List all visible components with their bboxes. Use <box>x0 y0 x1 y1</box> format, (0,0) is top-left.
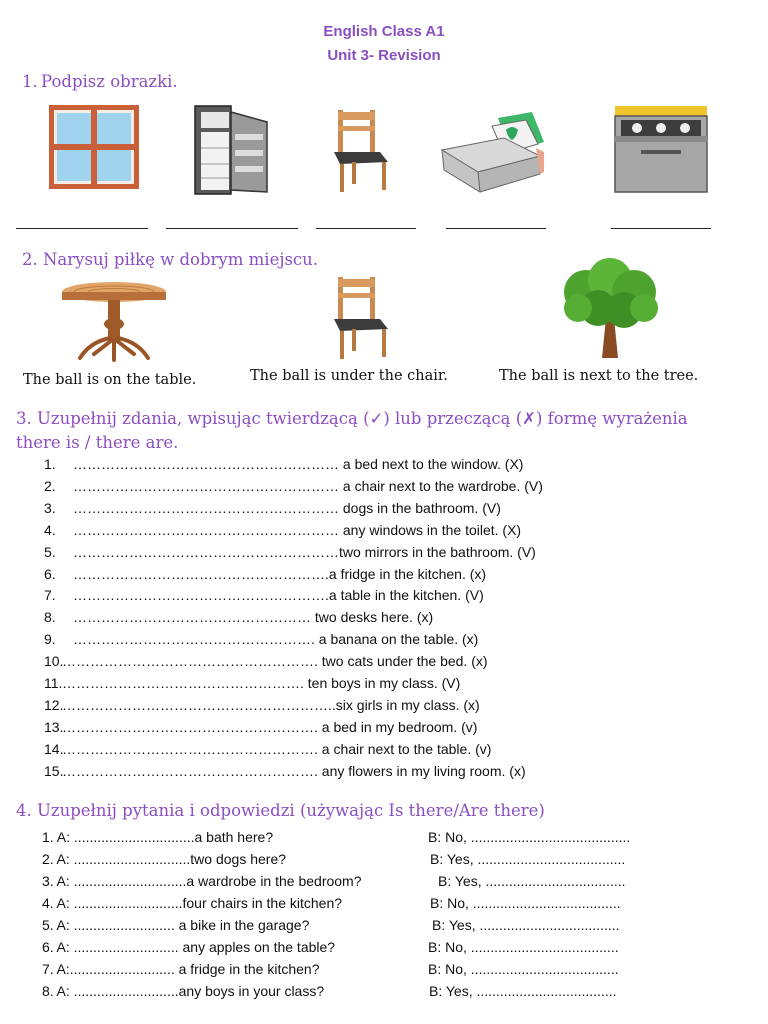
sentence-text <box>73 478 543 494</box>
sentence-blank[interactable]: ……………………………………………. <box>73 631 315 648</box>
answer-line-4[interactable] <box>446 228 546 229</box>
sentence-number: 10. <box>44 653 64 670</box>
answer-line[interactable]: B: Yes, .................................... <box>432 917 620 933</box>
answer-line[interactable]: B: Yes, ...................................... <box>430 851 626 867</box>
sentence-text <box>73 456 523 472</box>
answer-line[interactable]: B: No, ...................................... <box>428 961 619 977</box>
sentence-blank[interactable]: ………………………………………………. <box>62 653 318 670</box>
worksheet-title: English Class A1 <box>323 23 445 40</box>
answer-line[interactable]: B: No, ...................................... <box>430 895 621 911</box>
sentence-ending: two mirrors in the bathroom. (V) <box>339 543 536 560</box>
sentence-blank[interactable]: ………………………………………………. <box>62 740 318 757</box>
question-line[interactable]: 3. A: .............................a wardrobe in the bedroom? <box>42 873 362 889</box>
sentence-blank[interactable]: ………………………………………………. <box>62 718 318 735</box>
sentence-text <box>62 653 488 669</box>
question-line[interactable]: 7. A:........................... a fridge in the kitchen? <box>42 961 320 977</box>
sentence-ending: a banana on the table. (x) <box>314 631 479 648</box>
question-line[interactable]: 4. A: ............................four chairs in the kitchen? <box>42 895 343 911</box>
sentence-number: 9. <box>44 631 56 648</box>
answer-line-3[interactable] <box>316 228 416 229</box>
answer-line[interactable]: B: No, ...................................... <box>428 939 619 955</box>
sentence-blank[interactable]: ………………………………………………. <box>62 762 318 779</box>
sentence-ending: a chair next to the table. (v) <box>317 740 492 757</box>
section1-heading: 1. Podpisz obrazki. <box>22 72 178 91</box>
sentence-blank[interactable]: ………………………………………………… <box>73 543 339 560</box>
sentence-number: 3. <box>44 499 56 516</box>
sentence-ending: a chair next to the wardrobe. (V) <box>339 477 543 494</box>
answer-line[interactable]: B: Yes, .................................... <box>438 873 626 889</box>
chair-icon <box>330 108 392 194</box>
window-icon <box>48 104 140 190</box>
sentence-text <box>62 697 480 713</box>
sentence-ending: a bed in my bedroom. (v) <box>317 718 478 735</box>
sentence-text <box>73 566 486 582</box>
sentence-text <box>73 500 501 516</box>
sentence-ending: any windows in the toilet. (X) <box>339 521 522 538</box>
bed-icon <box>440 112 546 196</box>
sentence-ending: a fridge in the kitchen. (x) <box>328 565 487 582</box>
sentence-number: 14. <box>44 740 64 757</box>
answer-line[interactable]: B: Yes, .................................... <box>429 983 617 999</box>
sentence-blank[interactable]: ………………………………………………. <box>73 565 329 582</box>
sentence-ending: two cats under the bed. (x) <box>317 653 488 670</box>
sentence-number: 8. <box>44 609 56 626</box>
caption-tree: The ball is next to the tree. <box>499 368 699 384</box>
sentence-number: 5. <box>44 543 56 560</box>
sentence-text <box>73 609 433 625</box>
sentence-text <box>62 719 477 735</box>
question-line[interactable]: 8. A: ...........................any boys in your class? <box>42 983 325 999</box>
caption-table: The ball is on the table. <box>23 372 197 388</box>
sentence-text <box>73 544 536 560</box>
sentence-blank[interactable]: ………………………………………………… <box>73 456 339 472</box>
table-icon <box>60 280 168 362</box>
sentence-text <box>62 763 526 779</box>
sentence-text <box>73 631 478 647</box>
sentence-number: 2. <box>44 477 56 494</box>
sentence-ending: a table in the kitchen. (V) <box>328 587 484 604</box>
sentence-ending: a bed next to the window. (X) <box>339 456 524 472</box>
sentence-ending: any flowers in my living room. (x) <box>317 762 526 779</box>
sentence-blank[interactable]: …………………………………………………. <box>62 696 332 713</box>
worksheet-subtitle: Unit 3- Revision <box>327 47 441 64</box>
question-line[interactable]: 2. A: ..............................two dogs here? <box>42 851 287 867</box>
sentence-blank[interactable]: …………………………………………… <box>73 609 311 626</box>
question-line[interactable]: 1. A: ...............................a bath here? <box>42 829 274 845</box>
sentence-number: 1. <box>44 456 56 472</box>
section3-heading: 3. Uzupełnij zdania, wpisując twierdzącą (✓) lub przeczącą (✗) formę wyrażenia <box>16 409 688 428</box>
sentence-blank[interactable]: ………………………………………………… <box>73 477 339 494</box>
question-line[interactable]: 5. A: .......................... a bike in the garage? <box>42 917 310 933</box>
sentence-number: 6. <box>44 565 56 582</box>
question-line[interactable]: 6. A: ........................... any apples on the table? <box>42 939 336 955</box>
section3-heading-line2: there is / there are. <box>16 433 179 452</box>
sentence-text <box>73 522 521 538</box>
sentence-number: 4. <box>44 521 56 538</box>
dishwasher-icon <box>611 104 711 194</box>
fridge-icon <box>193 104 271 196</box>
sentence-ending: two desks here. (x) <box>311 609 434 626</box>
answer-line-2[interactable] <box>166 228 298 229</box>
sentence-blank[interactable]: ………………………………………………… <box>73 521 339 538</box>
section4-heading: 4. Uzupełnij pytania i odpowiedzi (używając Is there/Are there) <box>16 801 545 820</box>
sentence-text <box>62 675 460 691</box>
sentence-ending: ten boys in my class. (V) <box>303 675 461 691</box>
sentence-number: 15. <box>44 762 64 779</box>
section2-heading: 2. Narysuj piłkę w dobrym miejscu. <box>22 250 319 269</box>
sentence-number: 13. <box>44 718 64 735</box>
caption-chair: The ball is under the chair. <box>250 368 448 384</box>
answer-line[interactable]: B: No, ......................................... <box>428 829 631 845</box>
sentence-blank[interactable]: ……………………………………………. <box>62 675 304 691</box>
sentence-ending: dogs in the bathroom. (V) <box>339 499 501 516</box>
sentence-number: 11. <box>44 675 63 691</box>
sentence-ending: .six girls in my class. (x) <box>331 696 480 713</box>
sentence-blank[interactable]: ………………………………………………. <box>73 587 329 604</box>
sentence-text <box>73 587 484 603</box>
sentence-blank[interactable]: ………………………………………………… <box>73 499 339 516</box>
sentence-number: 7. <box>44 587 56 604</box>
answer-line-1[interactable] <box>16 228 148 229</box>
answer-line-5[interactable] <box>611 228 711 229</box>
chair-icon <box>330 274 392 362</box>
tree-icon <box>556 258 662 360</box>
sentence-number: 12. <box>44 696 64 713</box>
sentence-text <box>62 741 491 757</box>
